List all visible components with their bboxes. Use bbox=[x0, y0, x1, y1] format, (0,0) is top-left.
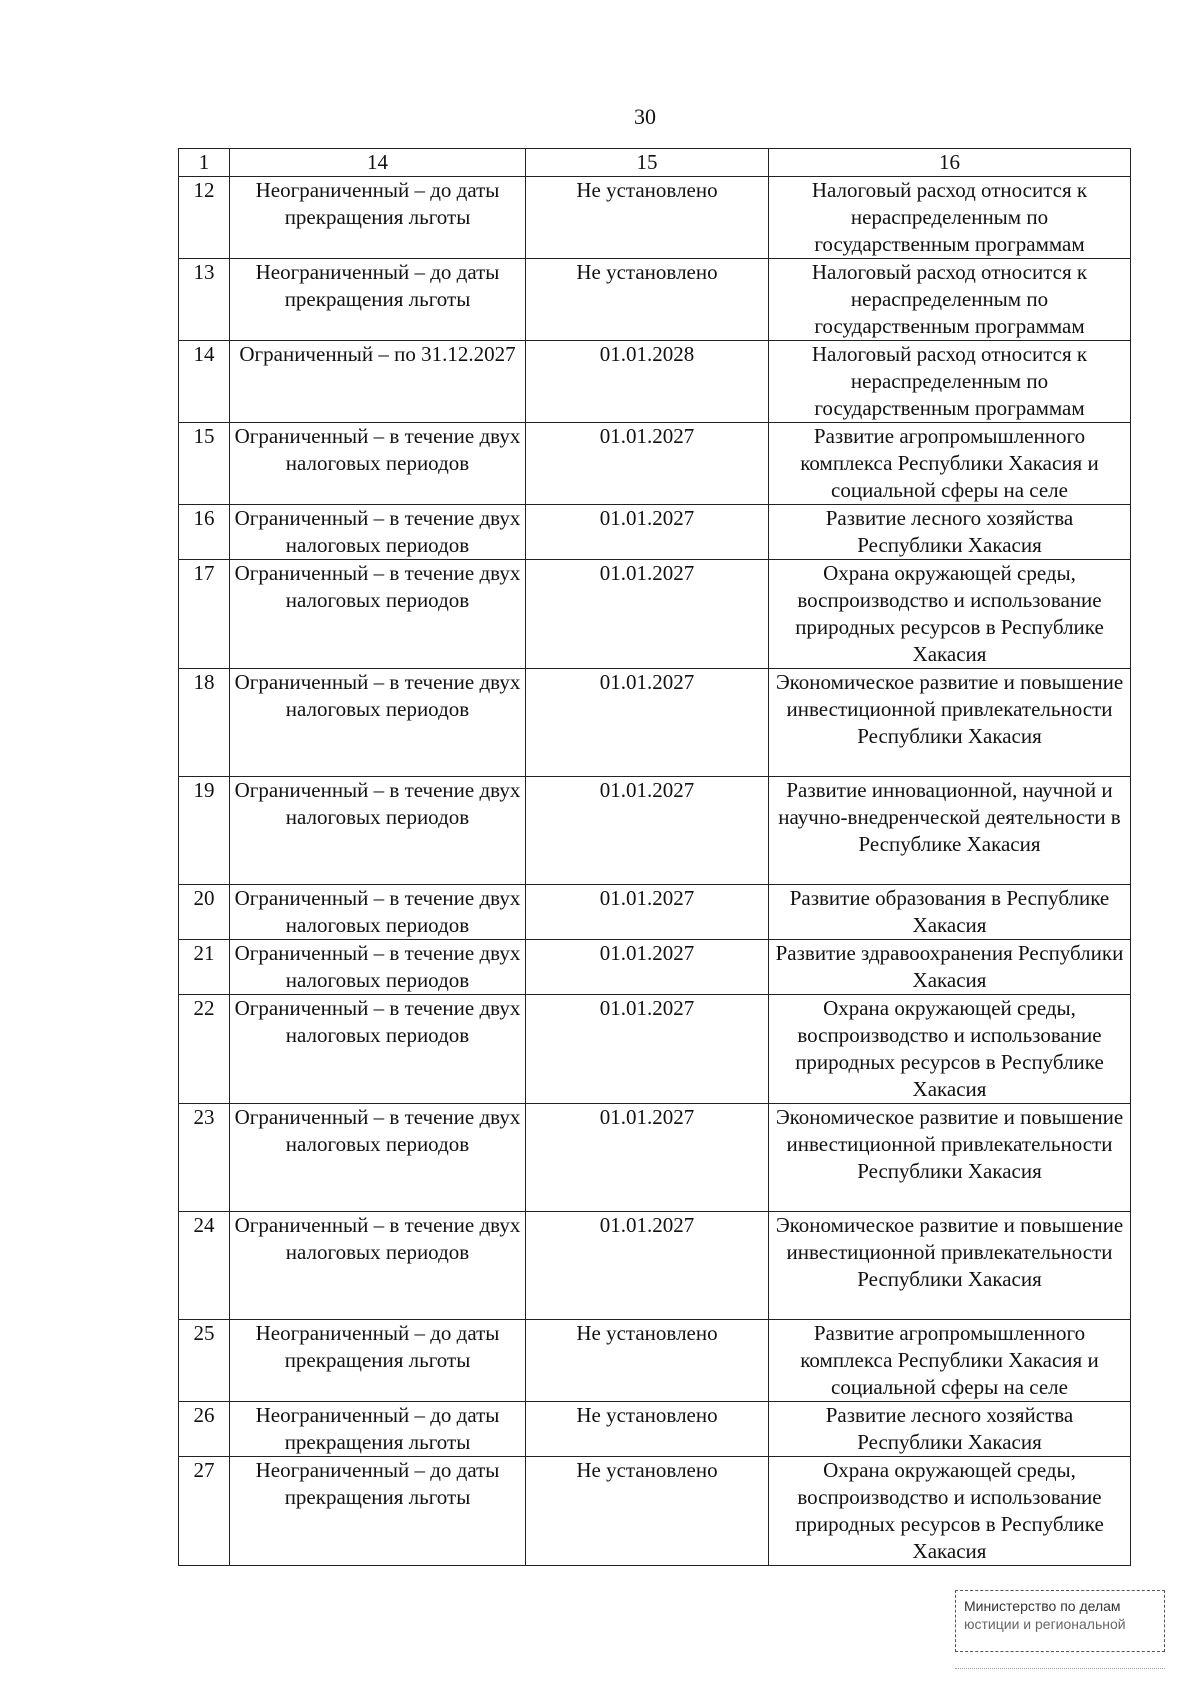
validity-period-cell: Ограниченный – в течение двух налоговых периодов bbox=[230, 940, 526, 995]
row-number: 17 bbox=[179, 560, 230, 669]
state-program-cell: Охрана окружающей среды, воспроизводство и использование природных ресурсов в Республике Хакасия bbox=[769, 1457, 1131, 1566]
state-program-cell: Налоговый расход относится к нераспределенным по государственным программам bbox=[769, 341, 1131, 423]
table-row bbox=[179, 177, 1131, 259]
state-program-cell: Развитие агропромышленного комплекса Республики Хакасия и социальной сферы на селе bbox=[769, 423, 1131, 505]
validity-period-cell: Ограниченный – в течение двух налоговых периодов bbox=[230, 1212, 526, 1320]
validity-period-cell: Ограниченный – в течение двух налоговых периодов bbox=[230, 995, 526, 1104]
validity-period-cell: Неограниченный – до даты прекращения льготы bbox=[230, 1457, 526, 1566]
end-date-cell: Не установлено bbox=[526, 177, 769, 259]
state-program-cell: Экономическое развитие и повышение инвестиционной привлекательности Республики Хакасия bbox=[769, 1104, 1131, 1212]
validity-period-cell: Неограниченный – до даты прекращения льготы bbox=[230, 1320, 526, 1402]
validity-period-cell: Ограниченный – в течение двух налоговых периодов bbox=[230, 1104, 526, 1212]
table-header-row bbox=[179, 149, 1131, 177]
validity-period-cell: Ограниченный – по 31.12.2027 bbox=[230, 341, 526, 423]
table-row bbox=[179, 669, 1131, 777]
validity-period-cell: Неограниченный – до даты прекращения льготы bbox=[230, 1402, 526, 1457]
table-row bbox=[179, 423, 1131, 505]
state-program-cell: Развитие лесного хозяйства Республики Хакасия bbox=[769, 1402, 1131, 1457]
row-number: 27 bbox=[179, 1457, 230, 1566]
state-program-cell: Охрана окружающей среды, воспроизводство и использование природных ресурсов в Республике Хакасия bbox=[769, 995, 1131, 1104]
state-program-cell: Налоговый расход относится к нераспределенным по государственным программам bbox=[769, 259, 1131, 341]
table-row bbox=[179, 777, 1131, 885]
table-row bbox=[179, 1212, 1131, 1320]
state-program-cell: Развитие лесного хозяйства Республики Хакасия bbox=[769, 505, 1131, 560]
validity-period-cell: Ограниченный – в течение двух налоговых периодов bbox=[230, 669, 526, 777]
end-date-cell: 01.01.2027 bbox=[526, 669, 769, 777]
row-number: 15 bbox=[179, 423, 230, 505]
row-number: 19 bbox=[179, 777, 230, 885]
table-row bbox=[179, 1320, 1131, 1402]
row-number: 16 bbox=[179, 505, 230, 560]
end-date-cell: 01.01.2027 bbox=[526, 995, 769, 1104]
row-number: 24 bbox=[179, 1212, 230, 1320]
row-number: 20 bbox=[179, 885, 230, 940]
end-date-cell: 01.01.2027 bbox=[526, 423, 769, 505]
state-program-cell: Развитие образования в Республике Хакасия bbox=[769, 885, 1131, 940]
validity-period-cell: Ограниченный – в течение двух налоговых периодов bbox=[230, 777, 526, 885]
row-number: 14 bbox=[179, 341, 230, 423]
end-date-cell: Не установлено bbox=[526, 1457, 769, 1566]
end-date-cell: 01.01.2027 bbox=[526, 940, 769, 995]
state-program-cell: Развитие инновационной, научной и научно-внедренческой деятельности в Республике Хакасия bbox=[769, 777, 1131, 885]
stamp-line-2: юстиции и региональной bbox=[964, 1616, 1126, 1632]
ministry-stamp bbox=[955, 1590, 1165, 1652]
end-date-cell: 01.01.2027 bbox=[526, 505, 769, 560]
table-row bbox=[179, 1104, 1131, 1212]
end-date-cell: 01.01.2027 bbox=[526, 1212, 769, 1320]
table-row bbox=[179, 885, 1131, 940]
header-cell: 15 bbox=[526, 149, 769, 177]
row-number: 18 bbox=[179, 669, 230, 777]
row-number: 25 bbox=[179, 1320, 230, 1402]
validity-period-cell: Ограниченный – в течение двух налоговых периодов bbox=[230, 505, 526, 560]
validity-period-cell: Ограниченный – в течение двух налоговых периодов bbox=[230, 560, 526, 669]
table-row bbox=[179, 259, 1131, 341]
row-number: 23 bbox=[179, 1104, 230, 1212]
row-number: 12 bbox=[179, 177, 230, 259]
end-date-cell: 01.01.2027 bbox=[526, 1104, 769, 1212]
end-date-cell: 01.01.2027 bbox=[526, 885, 769, 940]
end-date-cell: 01.01.2027 bbox=[526, 777, 769, 885]
table-row bbox=[179, 1457, 1131, 1566]
state-program-cell: Развитие агропромышленного комплекса Республики Хакасия и социальной сферы на селе bbox=[769, 1320, 1131, 1402]
page-number: 30 bbox=[634, 104, 656, 129]
validity-period-cell: Неограниченный – до даты прекращения льготы bbox=[230, 177, 526, 259]
end-date-cell: Не установлено bbox=[526, 1402, 769, 1457]
header-cell: 16 bbox=[769, 149, 1131, 177]
table-row bbox=[179, 341, 1131, 423]
table-row bbox=[179, 995, 1131, 1104]
end-date-cell: 01.01.2028 bbox=[526, 341, 769, 423]
row-number: 26 bbox=[179, 1402, 230, 1457]
state-program-cell: Охрана окружающей среды, воспроизводство и использование природных ресурсов в Республике Хакасия bbox=[769, 560, 1131, 669]
benefits-table bbox=[178, 148, 1131, 1566]
state-program-cell: Экономическое развитие и повышение инвестиционной привлекательности Республики Хакасия bbox=[769, 1212, 1131, 1320]
table-row bbox=[179, 940, 1131, 995]
scan-artifact-line bbox=[955, 1668, 1165, 1669]
state-program-cell: Развитие здравоохранения Республики Хакасия bbox=[769, 940, 1131, 995]
table-row bbox=[179, 505, 1131, 560]
end-date-cell: Не установлено bbox=[526, 259, 769, 341]
row-number: 13 bbox=[179, 259, 230, 341]
table-row bbox=[179, 560, 1131, 669]
end-date-cell: 01.01.2027 bbox=[526, 560, 769, 669]
header-cell: 1 bbox=[179, 149, 230, 177]
row-number: 21 bbox=[179, 940, 230, 995]
table-row bbox=[179, 1402, 1131, 1457]
validity-period-cell: Ограниченный – в течение двух налоговых периодов bbox=[230, 423, 526, 505]
header-cell: 14 bbox=[230, 149, 526, 177]
end-date-cell: Не установлено bbox=[526, 1320, 769, 1402]
state-program-cell: Налоговый расход относится к нераспределенным по государственным программам bbox=[769, 177, 1131, 259]
validity-period-cell: Ограниченный – в течение двух налоговых периодов bbox=[230, 885, 526, 940]
row-number: 22 bbox=[179, 995, 230, 1104]
validity-period-cell: Неограниченный – до даты прекращения льготы bbox=[230, 259, 526, 341]
state-program-cell: Экономическое развитие и повышение инвестиционной привлекательности Республики Хакасия bbox=[769, 669, 1131, 777]
stamp-line-1: Министерство по делам bbox=[964, 1598, 1121, 1614]
